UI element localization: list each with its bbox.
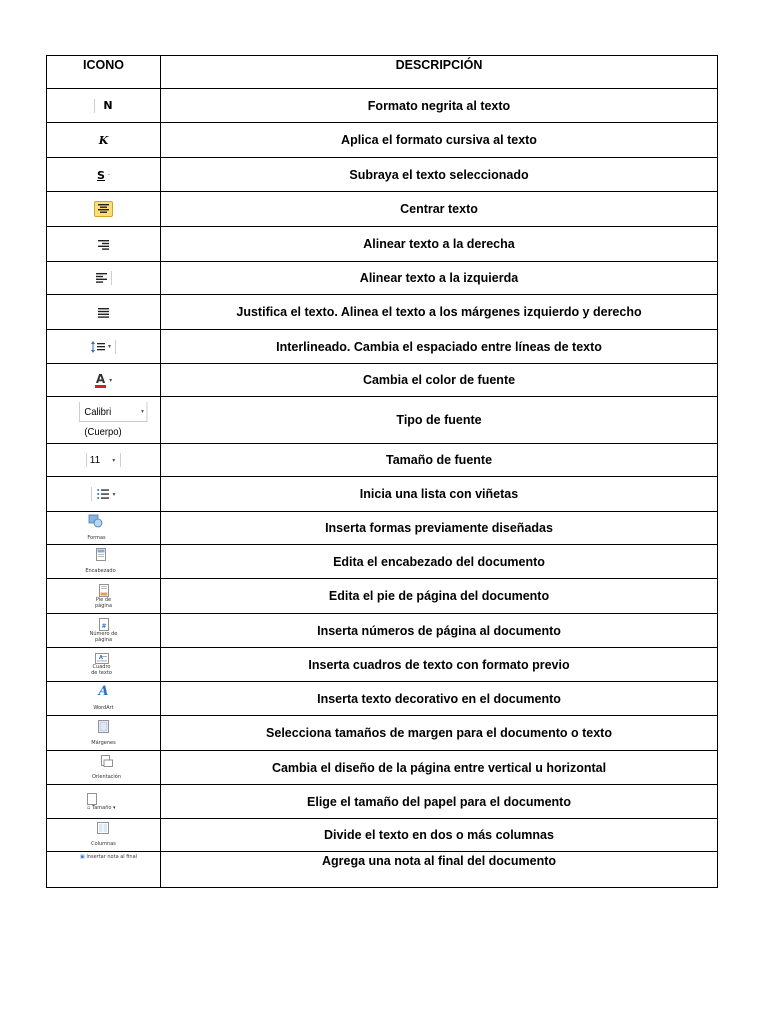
font-family-dropdown: Calibri (Cuerpo) ▾ — [79, 402, 147, 422]
orientation-icon: Orientación — [92, 755, 121, 781]
header-description-column: DESCRIPCIÓN — [161, 56, 718, 89]
italic-icon: K — [98, 134, 109, 148]
description-cell: Inserta cuadros de texto con formato previo — [161, 648, 718, 682]
icon-cell — [47, 751, 161, 785]
table-row — [47, 751, 718, 785]
icon-cell — [47, 614, 161, 648]
table-row — [47, 192, 718, 227]
wordart-icon: A WordArt — [93, 684, 114, 711]
description-cell: Justifica el texto. Alinea el texto a los márgenes izquierdo y derecho — [161, 295, 718, 330]
table-row — [47, 295, 718, 330]
table-row — [47, 444, 718, 477]
bullet-list-icon — [97, 489, 109, 499]
icon-cell — [47, 227, 161, 262]
table-row — [47, 227, 718, 262]
description-cell: Tipo de fuente — [161, 397, 718, 444]
underline-icon: S — [97, 168, 105, 182]
icon-cell — [47, 512, 161, 545]
description-cell: Tamaño de fuente — [161, 444, 718, 477]
table-row — [47, 330, 718, 364]
table-row — [47, 682, 718, 716]
icon-cell — [47, 648, 161, 682]
icon-cell — [47, 852, 161, 888]
icon-cell — [47, 579, 161, 614]
icon-cell — [47, 785, 161, 819]
svg-text:A: A — [98, 655, 103, 661]
description-cell: Elige el tamaño del papel para el documento — [161, 785, 718, 819]
endnote-icon: ▣ Insertar nota al final — [80, 854, 138, 860]
icon-cell — [47, 682, 161, 716]
icon-cell: A ▾ — [47, 364, 161, 397]
header-icon: Encabezado — [85, 548, 115, 575]
description-cell: Agrega una nota al final del documento — [161, 852, 718, 888]
table-row — [47, 262, 718, 295]
align-center-icon — [94, 201, 113, 217]
description-cell: Alinear texto a la izquierda — [161, 262, 718, 295]
description-cell: Edita el pie de página del documento — [161, 579, 718, 614]
table-row — [47, 716, 718, 751]
description-cell: Inicia una lista con viñetas — [161, 477, 718, 512]
description-cell: Cambia el diseño de la página entre vertical u horizontal — [161, 751, 718, 785]
table-row — [47, 648, 718, 682]
description-cell: Aplica el formato cursiva al texto — [161, 123, 718, 158]
description-cell: Inserta texto decorativo en el documento — [161, 682, 718, 716]
header-icon-column: ICONO — [47, 56, 161, 89]
table-row — [47, 785, 718, 819]
table-row — [47, 614, 718, 648]
icon-cell: ▾ — [47, 330, 161, 364]
icon-cell: 11 ▾ — [47, 444, 161, 477]
paper-size-icon: ▫ Tamaño ▾ — [87, 793, 116, 811]
text-box-icon: A Cuadro de texto — [91, 655, 112, 676]
table-row — [47, 364, 718, 397]
table-row — [47, 819, 718, 852]
line-spacing-icon — [91, 341, 105, 353]
table-row — [47, 579, 718, 614]
icon-cell — [47, 397, 161, 444]
icon-cell — [47, 89, 161, 123]
description-cell: Divide el texto en dos o más columnas — [161, 819, 718, 852]
description-cell: Formato negrita al texto — [161, 89, 718, 123]
icon-cell — [47, 819, 161, 852]
svg-text:#: # — [100, 623, 107, 630]
footer-icon: Pie de página — [89, 584, 119, 609]
table-row — [47, 477, 718, 512]
description-cell: Alinear texto a la derecha — [161, 227, 718, 262]
table-row — [47, 89, 718, 123]
icon-cell — [47, 123, 161, 158]
description-cell: Edita el encabezado del documento — [161, 545, 718, 579]
icon-cell — [47, 262, 161, 295]
description-cell: Inserta números de página al documento — [161, 614, 718, 648]
icon-cell — [47, 716, 161, 751]
icon-cell — [47, 545, 161, 579]
table-row — [47, 123, 718, 158]
icon-cell — [47, 295, 161, 330]
table-row — [47, 852, 718, 888]
table-row — [47, 397, 718, 444]
columns-icon: Columnas — [91, 822, 116, 848]
description-cell: Selecciona tamaños de margen para el documento o texto — [161, 716, 718, 751]
font-color-icon: A — [95, 371, 106, 386]
table-header-row — [47, 56, 718, 89]
description-cell: Inserta formas previamente diseñadas — [161, 512, 718, 545]
table-row — [47, 512, 718, 545]
description-cell: Subraya el texto seleccionado — [161, 158, 718, 192]
icon-cell: ▾ — [47, 477, 161, 512]
icon-description-table — [46, 55, 718, 888]
font-size-dropdown: 11 — [89, 454, 101, 466]
table-row — [47, 158, 718, 192]
shapes-icon: Formas — [87, 514, 105, 542]
chevron-down-icon: ▾ — [141, 409, 144, 415]
justify-icon — [98, 308, 109, 318]
align-right-icon — [98, 240, 109, 250]
description-cell: Centrar texto — [161, 192, 718, 227]
margins-icon: Márgenes — [91, 720, 115, 747]
bold-icon: N — [103, 99, 113, 113]
description-cell: Cambia el color de fuente — [161, 364, 718, 397]
table-row — [47, 545, 718, 579]
icon-cell — [47, 192, 161, 227]
align-left-icon — [96, 273, 107, 283]
icon-cell: S - — [47, 158, 161, 192]
description-cell: Interlineado. Cambia el espaciado entre líneas de texto — [161, 330, 718, 364]
page-number-icon: # Número de página — [87, 618, 121, 643]
